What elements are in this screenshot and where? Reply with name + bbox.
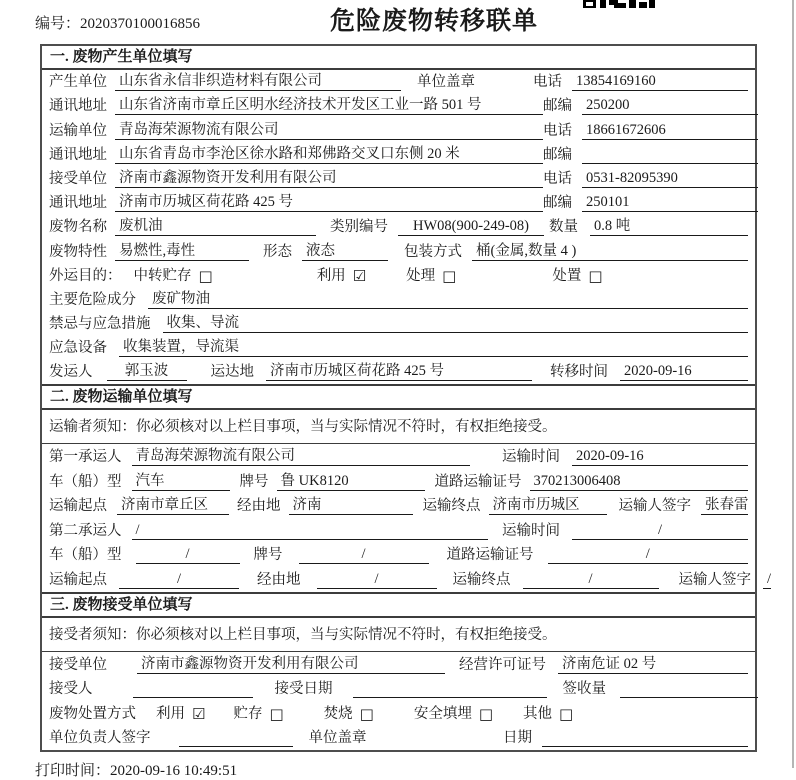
seal-label: 单位盖章 bbox=[417, 74, 475, 91]
plate-label: 牌号 bbox=[253, 547, 283, 564]
address-label: 通讯地址 bbox=[49, 98, 107, 115]
row-shipper bbox=[42, 360, 755, 384]
checkbox-disposal-incinerate: □ bbox=[359, 704, 374, 723]
phone-label: 电话 bbox=[533, 74, 562, 91]
zip-label: 邮编 bbox=[543, 146, 572, 163]
checkbox-disposal-utilize: ☑ bbox=[192, 704, 206, 723]
option-dispose-label: 处置 bbox=[552, 267, 582, 284]
receiver-notice-text: 接受者须知：你必须核对以上栏目事项，当与实际情况不符时，有权拒绝接受。 bbox=[49, 626, 557, 643]
waste-props-label: 废物特性 bbox=[49, 243, 107, 260]
waste-name-label: 废物名称 bbox=[49, 219, 107, 236]
disposal-utilize-label: 利用 bbox=[156, 705, 185, 722]
destination-label: 运达地 bbox=[210, 364, 254, 381]
row-emergency-equipment bbox=[42, 336, 755, 360]
section1-title: 一. 废物产生单位填写 bbox=[42, 46, 755, 70]
route-via-label: 经由地 bbox=[257, 572, 301, 588]
accept-unit-label: 接受单位 bbox=[49, 656, 107, 673]
qr-code-partial-icon bbox=[583, 0, 655, 9]
checkbox-disposal-other: □ bbox=[559, 704, 574, 723]
vehicle-type-value: 汽车 bbox=[132, 472, 230, 491]
second-carrier-value: / bbox=[132, 521, 488, 540]
waste-props-value: 易燃性,毒性 bbox=[115, 242, 249, 261]
checkbox-treat: □ bbox=[442, 266, 457, 285]
accept-date-label: 接受日期 bbox=[274, 681, 333, 697]
shipper-label: 发运人 bbox=[49, 364, 93, 381]
quantity-label: 数量 bbox=[549, 219, 578, 236]
plate-label: 牌号 bbox=[239, 473, 269, 490]
row-vehicle-1 bbox=[42, 469, 755, 494]
accept-unit-value: 济南市鑫源物资开发利用有限公司 bbox=[137, 655, 445, 674]
row-receiver-notice bbox=[42, 618, 755, 652]
transporter-value: 青岛海荣源物流有限公司 bbox=[115, 121, 543, 140]
page-title: 危险废物转移联单 bbox=[330, 8, 539, 35]
route-end-label: 运输终点 bbox=[422, 498, 481, 515]
row-transporter-notice bbox=[42, 410, 755, 444]
route-via-value: 济南 bbox=[289, 496, 413, 515]
transport-time-label: 运输时间 bbox=[502, 449, 560, 466]
category-code-label: 类别编号 bbox=[330, 219, 388, 236]
first-carrier-value: 青岛海荣源物流有限公司 bbox=[132, 447, 470, 466]
row-acceptor bbox=[42, 677, 755, 702]
shipper-value: 郭玉波 bbox=[107, 362, 187, 381]
date-value bbox=[542, 728, 748, 747]
producer-zip-value: 250200 bbox=[582, 96, 758, 115]
disposal-incinerate-label: 焚烧 bbox=[323, 705, 353, 722]
accept-date-value bbox=[353, 679, 547, 698]
hazard-label: 主要危险成分 bbox=[49, 291, 136, 308]
road-permit-label: 道路运输证号 bbox=[434, 473, 522, 490]
address-label: 通讯地址 bbox=[49, 146, 107, 163]
road-permit-value: 370213006408 bbox=[530, 472, 749, 491]
checkbox-disposal-storage: □ bbox=[269, 704, 284, 723]
route-start-label: 运输起点 bbox=[49, 572, 107, 588]
receiver-address-value: 济南市历城区荷花路 425 号 bbox=[115, 193, 543, 212]
section-transporter bbox=[42, 384, 771, 592]
date-label: 日期 bbox=[503, 730, 532, 746]
option-transit-storage-label: 中转贮存 bbox=[133, 267, 192, 284]
form-state-value: 液态 bbox=[302, 242, 388, 261]
equipment-value: 收集装置，导流渠 bbox=[119, 338, 748, 357]
row-transporter bbox=[42, 118, 755, 142]
print-time-label: 打印时间： bbox=[35, 763, 111, 779]
row-first-carrier bbox=[42, 444, 755, 469]
receiver-value: 济南市鑫源物资开发利用有限公司 bbox=[115, 169, 543, 188]
row-hazard-component bbox=[42, 288, 755, 312]
route-end-value-2: / bbox=[523, 570, 659, 589]
acceptor-value bbox=[133, 679, 253, 698]
second-carrier-label: 第二承运人 bbox=[49, 522, 122, 539]
section-receiver bbox=[42, 592, 755, 750]
acceptor-label: 接受人 bbox=[49, 681, 93, 697]
section-producer bbox=[42, 46, 755, 384]
row-emergency-measures bbox=[42, 312, 755, 336]
carrier-signature-value-2: / bbox=[763, 570, 771, 589]
emergency-value: 收集、导流 bbox=[163, 314, 749, 333]
producer-phone-value: 13854169160 bbox=[572, 72, 748, 91]
row-route-2 bbox=[42, 567, 771, 592]
zip-label: 邮编 bbox=[543, 98, 572, 115]
transporter-notice-text: 运输者须知：你必须核对以上栏目事项，当与实际情况不符时，有权拒绝接受。 bbox=[49, 418, 557, 435]
producer-label: 产生单位 bbox=[49, 74, 107, 91]
first-carrier-label: 第一承运人 bbox=[49, 449, 122, 466]
road-permit-value-2: / bbox=[548, 545, 749, 564]
phone-label: 电话 bbox=[543, 170, 572, 187]
checkbox-transit-storage: □ bbox=[198, 266, 213, 285]
transport-time-label: 运输时间 bbox=[502, 522, 560, 539]
emergency-label: 禁忌与应急措施 bbox=[49, 316, 151, 333]
receiver-label: 接受单位 bbox=[49, 170, 107, 187]
disposal-landfill-label: 安全填埋 bbox=[413, 705, 472, 722]
serial-value: 2020370100016856 bbox=[80, 16, 201, 32]
plate-value-2: / bbox=[299, 545, 429, 564]
disposal-label: 废物处置方式 bbox=[49, 705, 136, 722]
row-producer-address bbox=[42, 94, 755, 118]
disposal-storage-label: 贮存 bbox=[233, 705, 263, 722]
row-receiver-address bbox=[42, 191, 755, 215]
producer-value: 山东省永信非织造材料有限公司 bbox=[115, 72, 401, 91]
purpose-label: 外运目的： bbox=[49, 267, 122, 284]
page-edge-line bbox=[792, 0, 794, 768]
serial-label: 编号： bbox=[35, 16, 81, 32]
first-transport-time-value: 2020-09-16 bbox=[572, 447, 748, 466]
disposal-other-label: 其他 bbox=[523, 705, 553, 722]
plate-value: 鲁 UK8120 bbox=[277, 472, 425, 491]
unit-seal-label: 单位盖章 bbox=[308, 730, 367, 746]
route-start-value: 济南市章丘区 bbox=[117, 496, 229, 515]
row-waste-props bbox=[42, 239, 755, 263]
transporter-phone-value: 18661672606 bbox=[582, 121, 758, 140]
packaging-value: 桶(金属,数量 4 ) bbox=[472, 242, 748, 261]
checkbox-dispose: □ bbox=[588, 266, 603, 285]
address-label: 通讯地址 bbox=[49, 195, 107, 212]
quantity-value: 0.8 吨 bbox=[590, 217, 748, 236]
transfer-time-label: 转移时间 bbox=[550, 364, 608, 381]
manager-signature-label: 单位负责人签字 bbox=[49, 730, 151, 746]
row-waste-name bbox=[42, 215, 755, 239]
row-manager-signature bbox=[42, 726, 755, 751]
form-header bbox=[0, 0, 796, 44]
receiver-zip-value: 250101 bbox=[582, 193, 758, 212]
transporter-address-value: 山东省青岛市李沧区徐水路和郑佛路交叉口东侧 20 米 bbox=[115, 145, 543, 164]
row-transporter-address bbox=[42, 143, 755, 167]
receiver-phone-value: 0531-82095390 bbox=[582, 169, 758, 188]
vehicle-type-value-2: / bbox=[136, 545, 240, 564]
checkbox-disposal-landfill: □ bbox=[478, 704, 494, 723]
checkbox-utilize: ☑ bbox=[352, 266, 367, 285]
section3-title: 三. 废物接受单位填写 bbox=[42, 592, 755, 618]
row-route-1 bbox=[42, 494, 755, 519]
transfer-time-value: 2020-09-16 bbox=[620, 362, 748, 381]
manager-signature-value bbox=[179, 728, 293, 747]
serial-number bbox=[35, 12, 200, 33]
category-code-value: HW08(900-249-08) bbox=[398, 217, 544, 236]
row-receiver bbox=[42, 167, 755, 191]
packaging-label: 包装方式 bbox=[404, 243, 462, 260]
route-via-value-2: / bbox=[317, 570, 437, 589]
waste-name-value: 废机油 bbox=[115, 217, 316, 236]
carrier-signature-value: 张春雷 bbox=[701, 496, 748, 515]
second-transport-time-value: / bbox=[572, 521, 748, 540]
signed-qty-label: 签收量 bbox=[562, 681, 606, 697]
carrier-signature-label: 运输人签字 bbox=[618, 498, 691, 515]
license-label: 经营许可证号 bbox=[459, 656, 546, 673]
row-vehicle-2 bbox=[42, 543, 755, 568]
phone-label: 电话 bbox=[543, 122, 572, 139]
transporter-zip-value bbox=[582, 145, 758, 164]
destination-value: 济南市历城区荷花路 425 号 bbox=[266, 362, 532, 381]
row-second-carrier bbox=[42, 518, 755, 543]
route-end-label: 运输终点 bbox=[452, 572, 511, 588]
vehicle-type-label: 车（船）型 bbox=[49, 547, 122, 564]
producer-address-value: 山东省济南市章丘区明水经济技术开发区工业一路 501 号 bbox=[115, 96, 543, 115]
section2-title: 二. 废物运输单位填写 bbox=[42, 384, 755, 410]
option-utilize-label: 利用 bbox=[316, 267, 346, 284]
route-via-label: 经由地 bbox=[237, 498, 281, 515]
route-start-value-2: / bbox=[119, 570, 239, 589]
transfer-form-table bbox=[40, 44, 771, 752]
form-state-label: 形态 bbox=[263, 243, 292, 260]
carrier-signature-label: 运输人签字 bbox=[678, 572, 751, 588]
route-start-label: 运输起点 bbox=[49, 498, 107, 515]
signed-qty-value bbox=[620, 679, 758, 698]
row-accept-unit bbox=[42, 652, 755, 677]
row-disposal-method bbox=[42, 701, 755, 726]
route-end-value: 济南市历城区 bbox=[489, 496, 607, 515]
license-value: 济南危证 02 号 bbox=[558, 655, 748, 674]
zip-label: 邮编 bbox=[543, 195, 572, 212]
option-treat-label: 处理 bbox=[406, 267, 436, 284]
hazard-value: 废矿物油 bbox=[148, 290, 748, 309]
transporter-label: 运输单位 bbox=[49, 122, 107, 139]
row-producer bbox=[42, 70, 755, 94]
print-time-value: 2020-09-16 10:49:51 bbox=[110, 763, 238, 779]
row-transfer-purpose bbox=[42, 264, 755, 288]
equipment-label: 应急设备 bbox=[49, 340, 107, 357]
road-permit-label: 道路运输证号 bbox=[446, 547, 534, 564]
vehicle-type-label: 车（船）型 bbox=[49, 473, 122, 490]
print-time bbox=[35, 759, 796, 780]
